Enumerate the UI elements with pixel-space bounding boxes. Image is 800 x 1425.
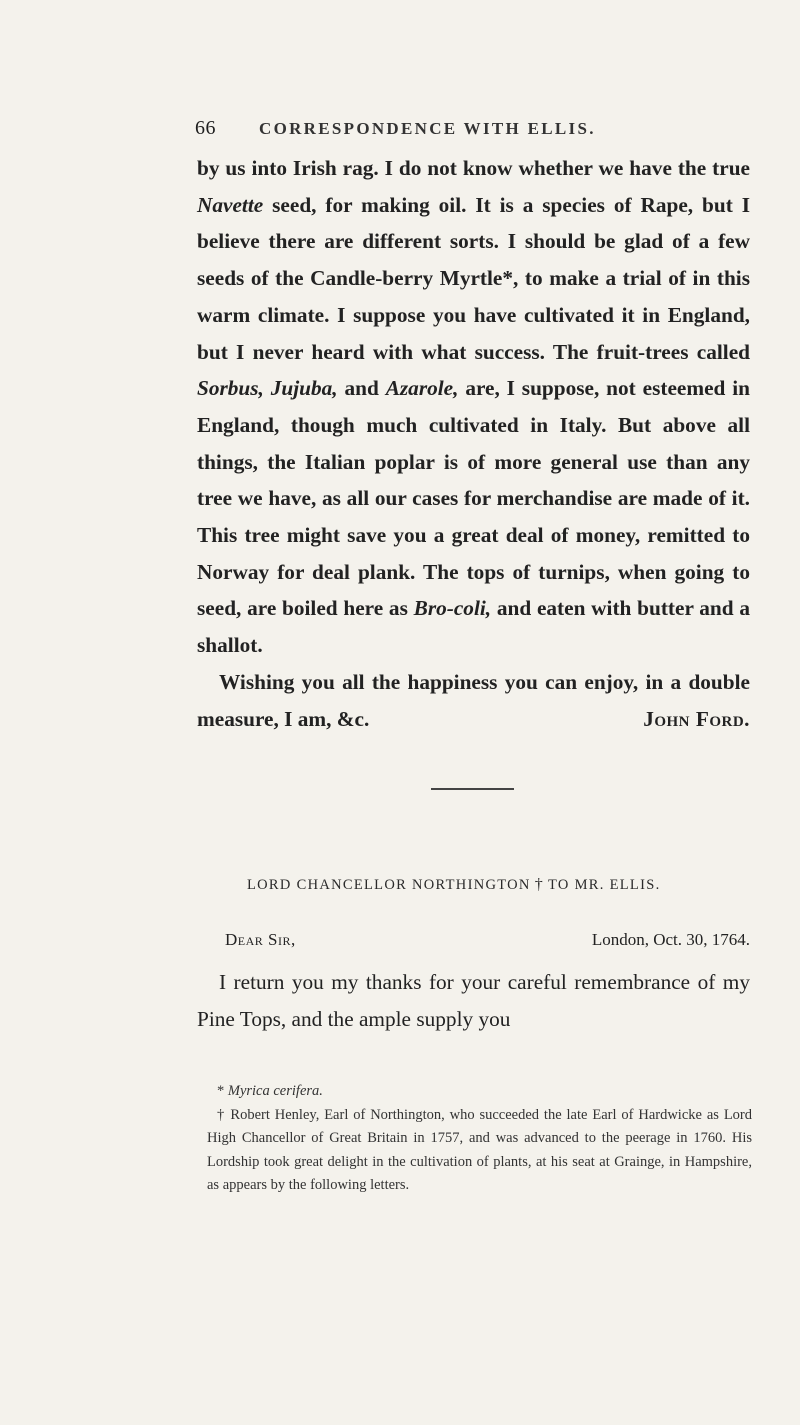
- footnote-1-text: Myrica cerifera.: [227, 1083, 323, 1099]
- salutation: Dear Sir,: [225, 930, 296, 949]
- italic-term-navette: Navette: [197, 192, 264, 217]
- page-number: 66: [195, 117, 216, 139]
- paragraph-2: [197, 664, 750, 737]
- closing-text: Wishing you all the happiness you can enjoy, in a double measure, I am, &c.: [197, 669, 750, 731]
- letter-heading: [247, 876, 747, 894]
- heading-recipient: TO MR. ELLIS.: [548, 877, 661, 893]
- letter-2-body: [197, 964, 750, 1037]
- italic-term-azarole: Azarole,: [385, 376, 459, 401]
- text-run: by us into Irish rag. I do not know whether we have the true: [197, 156, 750, 180]
- footnote-marker: *: [217, 1083, 228, 1099]
- text-run: are, I suppose, not esteemed in England, though much cultivated in Italy. But above all things, the Italian poplar is of more general use than any tree we have, as all our cases for merchandise are made of it. This tree might save you a great deal of money, remitted to Norway for deal plank. The tops of turnips, when going to seed, are boiled here as: [197, 376, 750, 621]
- section-divider: [431, 788, 514, 790]
- paragraph-1: [197, 150, 750, 664]
- italic-term-brocoli: Bro-coli,: [413, 596, 492, 621]
- italic-term-sorbus: Sorbus,: [197, 376, 264, 401]
- letter-2-paragraph: I return you my thanks for your careful remembrance of my Pine Tops, and the ample supply you: [197, 970, 750, 1031]
- running-head: CORRESPONDENCE WITH ELLIS.: [259, 119, 596, 138]
- dateline: London, Oct. 30, 1764.: [591, 930, 750, 949]
- heading-sender: LORD CHANCELLOR NORTHINGTON: [247, 877, 531, 893]
- salutation-line: [225, 930, 750, 950]
- signature: John Ford.: [643, 706, 750, 731]
- footnote-2: [207, 1104, 752, 1198]
- text-run: and: [337, 376, 386, 401]
- footnote-1: [207, 1080, 752, 1104]
- dagger-footnote-mark: †: [534, 876, 544, 893]
- footnote-2-text: Robert Henley, Earl of Northington, who succeeded the late Earl of Hardwicke as Lord High Chancellor of Great Britain in 1757, and was advanced to the peerage in 1760. His Lordship took great delight in the cultivation of plants, at his seat at Grainge, in Hampshire, as appears by the following letters.: [207, 1106, 753, 1193]
- text-run: seed, for making oil. It is a species of Rape, but I believe there are different sorts. I should be glad of a few seeds of the Candle-berry Myrtle*, to make a trial of in this warm climate. I suppose you have cultivated it in England, but I never heard with what success. The fruit-trees called: [197, 192, 750, 364]
- text-run: and eaten with butter and a shallot.: [197, 596, 751, 658]
- text-run: [264, 376, 271, 400]
- page-header: [195, 117, 750, 147]
- italic-term-jujuba: Jujuba,: [270, 376, 338, 401]
- letter-text: [197, 150, 750, 737]
- footnote-marker: †: [217, 1106, 231, 1123]
- footnotes: [207, 1080, 752, 1198]
